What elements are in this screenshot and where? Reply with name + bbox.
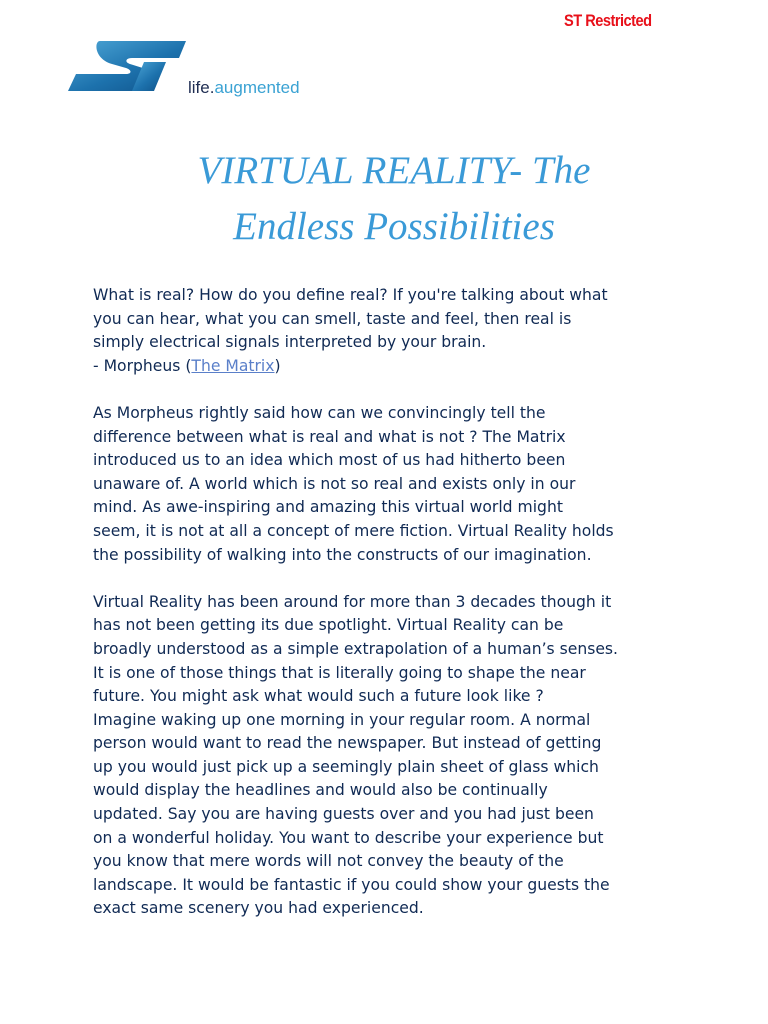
paragraph-line: has not been getting its due spotlight. Virtual Reality can be [93,616,564,635]
paragraph-gap [93,567,733,591]
document-body [93,284,733,921]
paragraph-line: As Morpheus rightly said how can we convincingly tell the [93,403,546,422]
paragraph-line: Virtual Reality has been around for more than 3 decades though it [93,592,612,611]
attribution-prefix: - Morpheus ( [93,356,192,375]
paragraph-line: difference between what is real and what is not ? The Matrix [93,427,566,446]
paragraph-line: exact same scenery you had experienced. [93,899,424,918]
paragraph-1 [93,402,733,567]
paragraph-line: future. You might ask what would such a future look like ? [93,687,544,706]
paragraph-line: It is one of those things that is literally going to shape the near [93,663,586,682]
paragraph-line: up you would just pick up a seemingly plain sheet of glass which [93,757,599,776]
paragraph-line: seem, it is not at all a concept of mere fiction. Virtual Reality holds [93,521,614,540]
quote-line: you can hear, what you can smell, taste and feel, then real is [93,309,572,328]
paragraph-line: updated. Say you are having guests over and you had just been [93,805,594,824]
paragraph-line: would display the headlines and would also be continually [93,781,548,800]
tagline-suffix: augmented [214,78,300,97]
paragraph-line: the possibility of walking into the constructs of our imagination. [93,545,592,564]
paragraph-line: on a wonderful holiday. You want to describe your experience but [93,828,604,847]
paragraph-line: Imagine waking up one morning in your regular room. A normal [93,710,591,729]
quote-line: simply electrical signals interpreted by your brain. [93,333,487,352]
classification-label: ST Restricted [564,11,652,30]
document-title [40,143,748,255]
the-matrix-link[interactable]: The Matrix [191,356,275,375]
st-logo-icon [60,36,190,106]
quote-block [93,284,733,378]
paragraph-line: you know that mere words will not convey the beauty of the [93,852,564,871]
paragraph-line: unaware of. A world which is not so real and exists only in our [93,474,576,493]
st-logo [60,36,330,126]
quote-attribution [93,355,733,379]
quote-line: What is real? How do you define real? If you're talking about what [93,286,608,304]
title-line-2: Endless Possibilities [233,205,555,248]
paragraph-line: introduced us to an idea which most of us had hitherto been [93,451,566,470]
paragraph-line: mind. As awe-inspiring and amazing this virtual world might [93,498,563,517]
paragraph-gap [93,378,733,402]
paragraph-line: person would want to read the newspaper. But instead of getting [93,734,602,753]
tagline [188,78,300,98]
paragraph-line: landscape. It would be fantastic if you could show your guests the [93,875,610,894]
paragraph-line: broadly understood as a simple extrapolation of a human’s senses. [93,639,619,658]
attribution-suffix: ) [274,356,281,375]
tagline-prefix: life. [188,78,215,97]
paragraph-2 [93,591,733,921]
title-line-1: VIRTUAL REALITY- The [197,149,591,192]
